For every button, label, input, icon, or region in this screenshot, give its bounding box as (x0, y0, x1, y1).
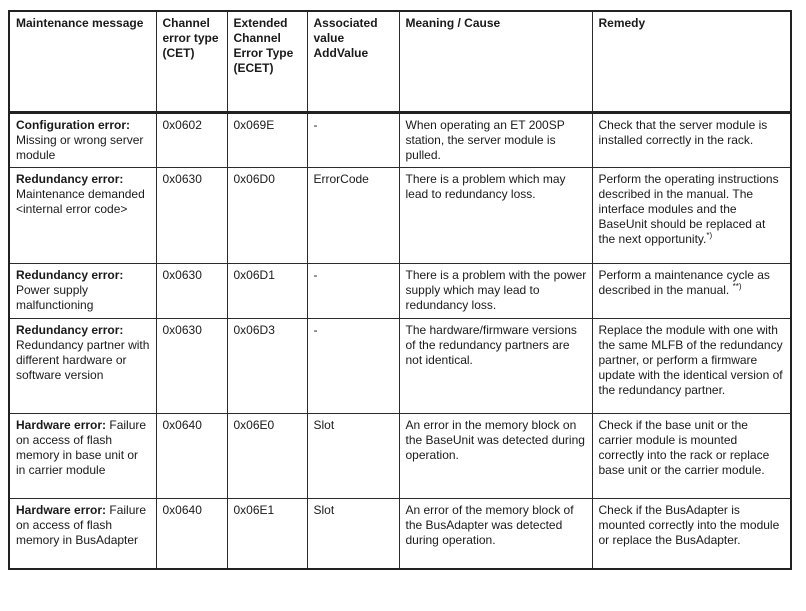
remedy-cell (592, 413, 791, 498)
remedy-text: Check that the server module is installed correctly in the rack. (598, 117, 768, 147)
maintenance-message-cell (9, 167, 156, 263)
table-row (9, 167, 791, 263)
ecet-cell: 0x06E1 (227, 498, 307, 569)
message-rest: Redundancy partner with different hardware or software version (16, 337, 150, 382)
ecet-cell: 0x06D1 (227, 263, 307, 318)
message-lead: Configuration error: (16, 117, 130, 132)
column-header-remedy: Remedy (592, 11, 791, 112)
message-rest: Power supply malfunctioning (16, 282, 94, 312)
cet-cell: 0x0640 (156, 498, 227, 569)
cause-cell: There is a problem with the power supply which may lead to redundancy loss. (399, 263, 592, 318)
ecet-cell: 0x06E0 (227, 413, 307, 498)
message-lead: Redundancy error: (16, 267, 124, 282)
column-header-cause: Meaning / Cause (399, 11, 592, 112)
table-row (9, 413, 791, 498)
message-rest: Failure on access of flash memory in BusAdapter (16, 502, 147, 547)
remedy-text: Check if the base unit or the carrier module is mounted correctly into the rack or replace base unit or the carrier module. (598, 417, 770, 477)
maintenance-message-cell (9, 263, 156, 318)
remedy-cell (592, 498, 791, 569)
cet-cell: 0x0630 (156, 318, 227, 413)
addvalue-cell: - (307, 318, 399, 413)
table-row (9, 112, 791, 167)
table-row (9, 318, 791, 413)
header-row (9, 11, 791, 112)
cause-cell: When operating an ET 200SP station, the server module is pulled. (399, 112, 592, 167)
message-lead: Hardware error: (16, 502, 107, 517)
message-lead: Hardware error: (16, 417, 107, 432)
remedy-text: Replace the module with one with the same MLFB of the redundancy partner, or perform a firmware update with the identical version of the redundancy partner. (598, 322, 783, 397)
remedy-cell (592, 263, 791, 318)
table-row (9, 498, 791, 569)
remedy-text: Perform the operating instructions described in the manual. The interface modules and the BaseUnit should be replaced at the next opportunity. (598, 171, 779, 246)
maintenance-message-cell (9, 498, 156, 569)
addvalue-cell: - (307, 263, 399, 318)
remedy-cell (592, 318, 791, 413)
cause-cell: There is a problem which may lead to redundancy loss. (399, 167, 592, 263)
cet-cell: 0x0602 (156, 112, 227, 167)
message-lead: Redundancy error: (16, 171, 124, 186)
addvalue-cell: Slot (307, 498, 399, 569)
maintenance-message-cell (9, 318, 156, 413)
column-header-maintenance-message: Maintenance message (9, 11, 156, 112)
table-row (9, 263, 791, 318)
cet-cell: 0x0630 (156, 167, 227, 263)
cet-cell: 0x0630 (156, 263, 227, 318)
remedy-note-sup: *) (706, 230, 713, 240)
addvalue-cell: Slot (307, 413, 399, 498)
remedy-cell (592, 112, 791, 167)
maintenance-message-cell (9, 413, 156, 498)
ecet-cell: 0x069E (227, 112, 307, 167)
remedy-text: Check if the BusAdapter is mounted correctly into the module or replace the BusAdapter. (598, 502, 780, 547)
cet-cell: 0x0640 (156, 413, 227, 498)
column-header-ecet: Extended Channel Error Type (ECET) (227, 11, 307, 112)
remedy-note-sup: **) (732, 281, 742, 291)
ecet-cell: 0x06D0 (227, 167, 307, 263)
cause-cell: The hardware/firmware versions of the redundancy partners are not identical. (399, 318, 592, 413)
maintenance-message-cell (9, 112, 156, 167)
remedy-cell (592, 167, 791, 263)
cause-cell: An error in the memory block on the BaseUnit was detected during operation. (399, 413, 592, 498)
message-rest: Failure on access of flash memory in base unit or in carrier module (16, 417, 147, 477)
addvalue-cell: ErrorCode (307, 167, 399, 263)
message-rest: Maintenance demanded <internal error code> (16, 186, 145, 216)
addvalue-cell: - (307, 112, 399, 167)
ecet-cell: 0x06D3 (227, 318, 307, 413)
column-header-addvalue: Associated value AddValue (307, 11, 399, 112)
cause-cell: An error of the memory block of the BusAdapter was detected during operation. (399, 498, 592, 569)
message-rest: Missing or wrong server module (16, 132, 144, 162)
remedy-text: Perform a maintenance cycle as described in the manual. (598, 267, 770, 297)
message-lead: Redundancy error: (16, 322, 124, 337)
column-header-cet: Channel error type (CET) (156, 11, 227, 112)
maintenance-messages-table (8, 10, 792, 570)
